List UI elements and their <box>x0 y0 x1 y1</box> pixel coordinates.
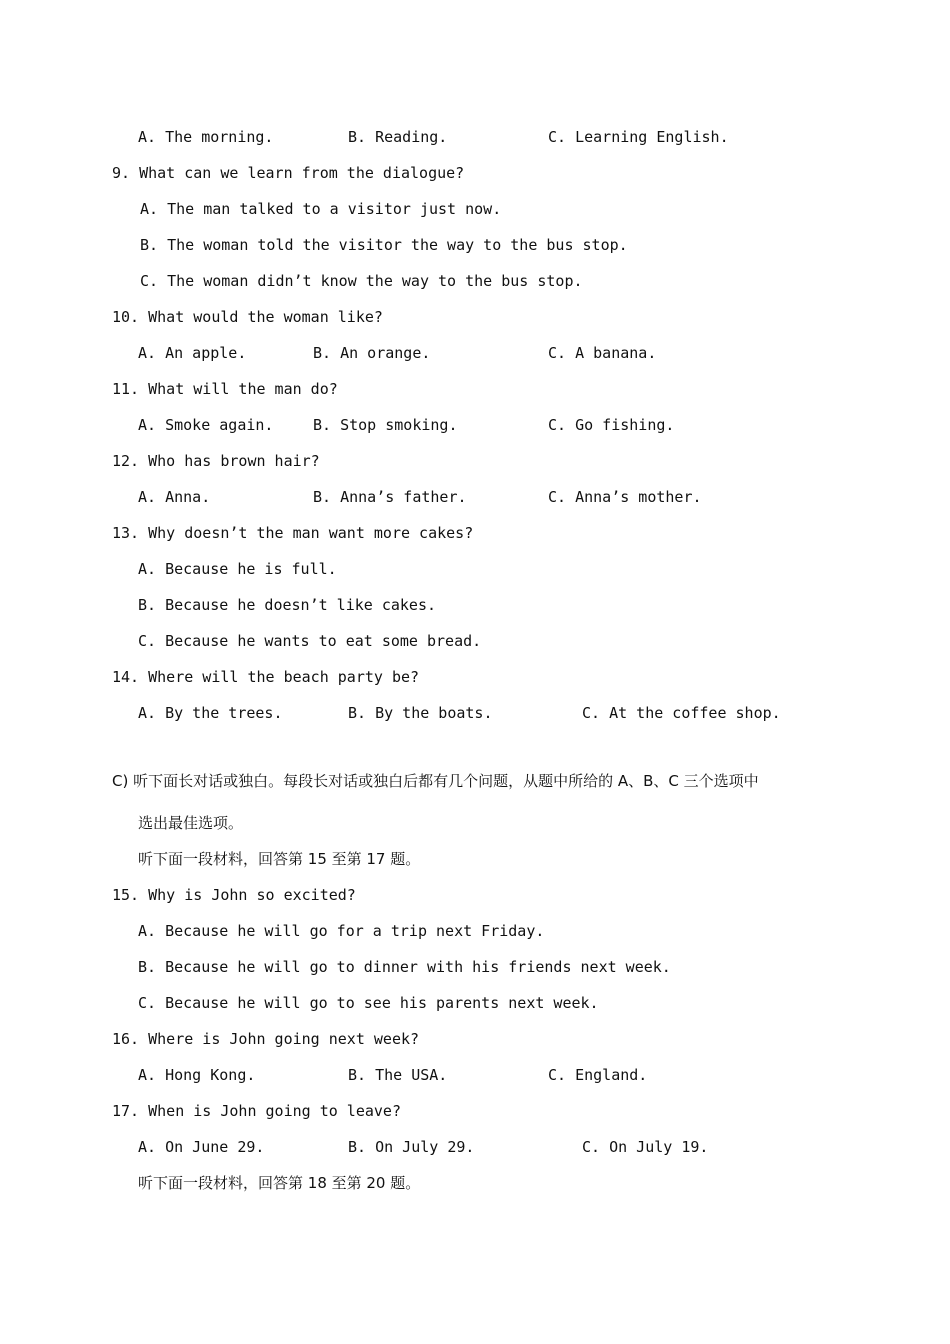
q8-option-a: A. The morning. <box>138 128 274 146</box>
q14-option-a: A. By the trees. <box>138 704 283 722</box>
q17-option-a: A. On June 29. <box>138 1138 265 1156</box>
section-c-heading: C) 听下面长对话或独白。每段长对话或独白后都有几个问题，从题中所给的 A、B、C 三个选项中 <box>112 772 759 790</box>
q12-option-b: B. Anna’s father. <box>313 488 467 506</box>
q11-question: 11. What will the man do? <box>112 380 338 398</box>
q16-option-a: A. Hong Kong. <box>138 1066 256 1084</box>
q13-option-b: B. Because he doesn’t like cakes. <box>138 596 437 614</box>
q12-option-c: C. Anna’s mother. <box>548 488 702 506</box>
q13-option-c: C. Because he wants to eat some bread. <box>138 632 482 650</box>
q9-option-a: A. The man talked to a visitor just now. <box>140 200 502 218</box>
q8-option-b: B. Reading. <box>348 128 448 146</box>
q10-option-c: C. A banana. <box>548 344 657 362</box>
q15-question: 15. Why is John so excited? <box>112 886 356 904</box>
q10-question: 10. What would the woman like? <box>112 308 383 326</box>
q17-option-b: B. On July 29. <box>348 1138 475 1156</box>
q16-option-c: C. England. <box>548 1066 648 1084</box>
q10-option-a: A. An apple. <box>138 344 247 362</box>
q17-question: 17. When is John going to leave? <box>112 1102 401 1120</box>
q13-question: 13. Why doesn’t the man want more cakes? <box>112 524 474 542</box>
q9-question: 9. What can we learn from the dialogue? <box>112 164 465 182</box>
section-c-instruction-1: 听下面一段材料，回答第 15 至第 17 题。 <box>138 850 421 868</box>
q13-option-a: A. Because he is full. <box>138 560 337 578</box>
section-c-instruction-2: 听下面一段材料，回答第 18 至第 20 题。 <box>138 1174 421 1192</box>
q10-option-b: B. An orange. <box>313 344 431 362</box>
q16-option-b: B. The USA. <box>348 1066 448 1084</box>
q15-option-c: C. Because he will go to see his parents next week. <box>138 994 599 1012</box>
q11-option-a: A. Smoke again. <box>138 416 274 434</box>
q11-option-c: C. Go fishing. <box>548 416 675 434</box>
q8-option-c: C. Learning English. <box>548 128 729 146</box>
q14-option-b: B. By the boats. <box>348 704 493 722</box>
q12-option-a: A. Anna. <box>138 488 211 506</box>
q11-option-b: B. Stop smoking. <box>313 416 458 434</box>
q15-option-a: A. Because he will go for a trip next Friday. <box>138 922 545 940</box>
q15-option-b: B. Because he will go to dinner with his friends next week. <box>138 958 671 976</box>
q17-option-c: C. On July 19. <box>582 1138 709 1156</box>
q16-question: 16. Where is John going next week? <box>112 1030 420 1048</box>
q9-option-c: C. The woman didn’t know the way to the bus stop. <box>140 272 583 290</box>
q14-question: 14. Where will the beach party be? <box>112 668 420 686</box>
q14-option-c: C. At the coffee shop. <box>582 704 781 722</box>
q9-option-b: B. The woman told the visitor the way to the bus stop. <box>140 236 628 254</box>
section-c-heading-cont: 选出最佳选项。 <box>138 814 244 832</box>
q12-question: 12. Who has brown hair? <box>112 452 320 470</box>
